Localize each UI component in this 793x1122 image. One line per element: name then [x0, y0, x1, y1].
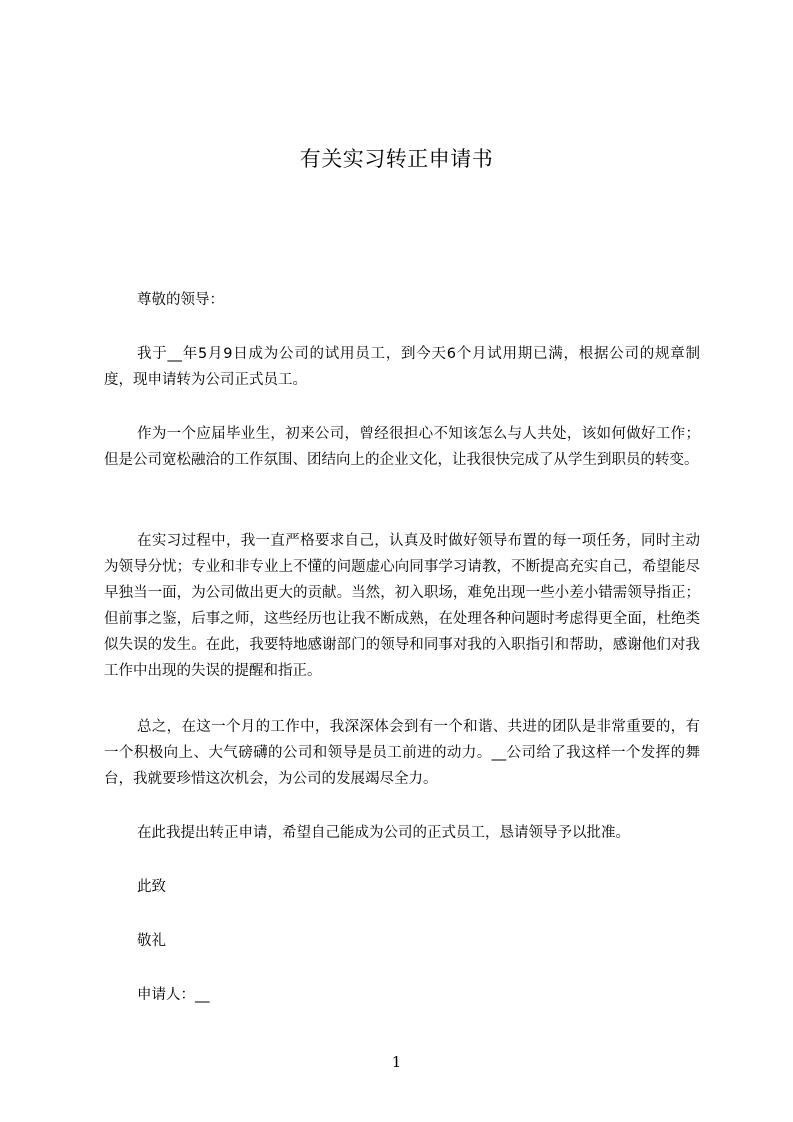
- document-title: 有关实习转正申请书: [299, 147, 494, 171]
- paragraph-4: 总之，在这一个月的工作中，我深深体会到有一个和谐、共进的团队是非常重要的，有一个积极向上、大气磅礴的公司和领导是员工前进的动力。__公司给了我这样一个发挥的舞台，我就要珍惜这次机会，为公司的发展竭尽全力。: [104, 719, 700, 787]
- paragraph-5: 在此我提出转正申请，希望自己能成为公司的正式员工，恳请领导予以批准。: [137, 825, 630, 841]
- paragraph-1: 我于__年5月9日成为公司的试用员工，到今天6个月试用期已满，根据公司的规章制度，现申请转为公司正式员工。: [104, 346, 700, 388]
- closing-regards: 敬礼: [137, 933, 166, 949]
- greeting: 尊敬的领导：: [137, 292, 224, 308]
- paragraph-3: 在实习过程中，我一直严格要求自己，认真及时做好领导布置的每一项任务，同时主动为领导分忧；专业和非专业上不懂的问题虚心向同事学习请教，不断提高充实自己，希望能尽早独当一面，为公司做出更大的贡献。当然，初入职场，难免出现一些小差小错需领导指正；但前事之鉴，后事之师，这些经历也让我不断成熟，在处理各种问题时考虑得更全面，杜绝类似失误的发生。在此，我要特地感谢部门的领导和同事对我的入职指引和帮助，感谢他们对我工作中出现的失误的提醒和指正。: [104, 533, 700, 679]
- closing-salutation: 此致: [137, 879, 166, 895]
- paragraph-2: 作为一个应届毕业生，初来公司，曾经很担心不知该怎么与人共处，该如何做好工作；但是公司宽松融洽的工作氛围、团结向上的企业文化，让我很快完成了从学生到职员的转变。: [104, 426, 700, 468]
- applicant-signature: 申请人：__: [137, 987, 210, 1003]
- page-number: 1: [391, 1053, 402, 1071]
